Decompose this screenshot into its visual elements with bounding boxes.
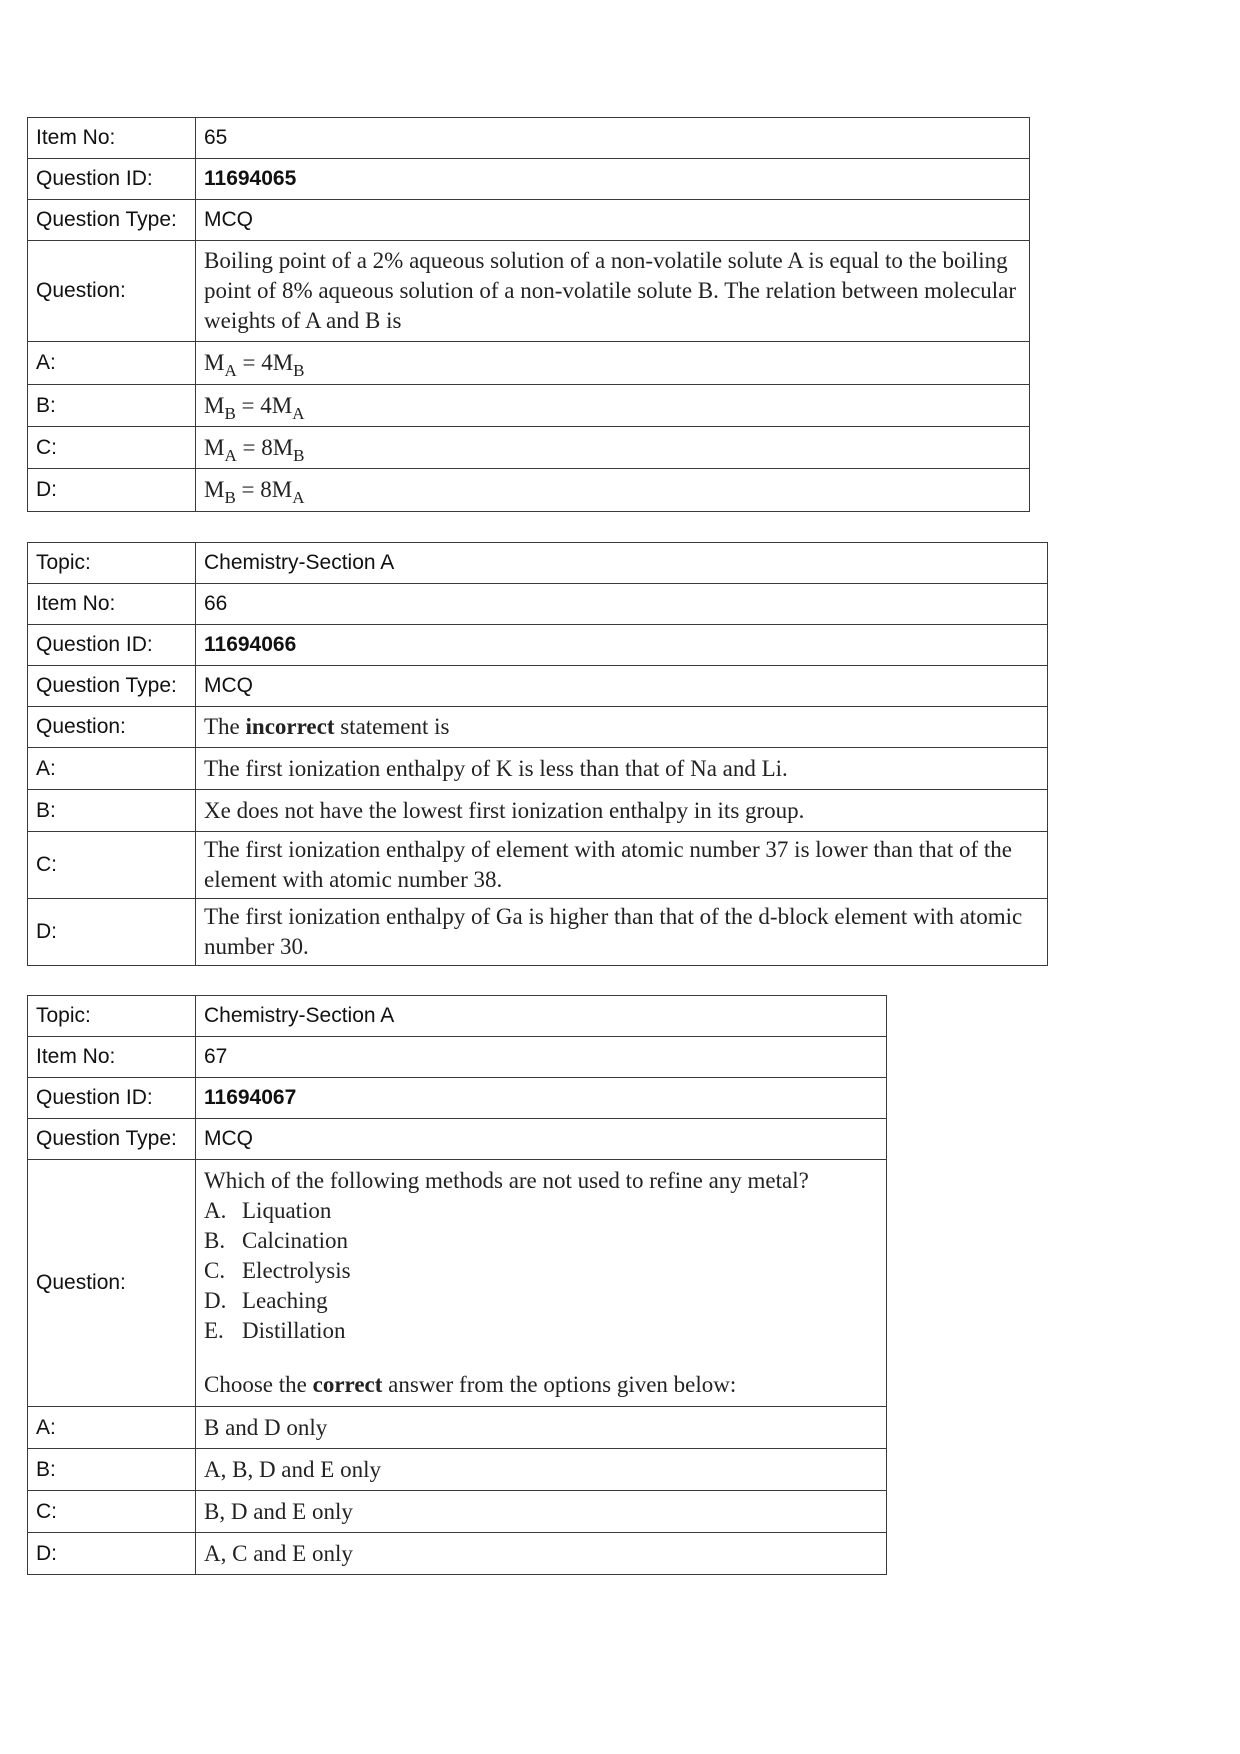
- question-id-label: Question ID:: [28, 1078, 196, 1119]
- topic-row: [28, 996, 887, 1037]
- method-list-item: [204, 1196, 886, 1226]
- option-text: [196, 427, 1030, 469]
- question-intro: Which of the following methods are not used to refine any metal?: [204, 1168, 809, 1193]
- option-text: The first ionization enthalpy of element with atomic number 37 is lower than that of the element with atomic number 38.: [196, 832, 1048, 899]
- question-id-value: 11694065: [196, 159, 1030, 200]
- option-label: B:: [28, 1449, 196, 1491]
- option-rhs-subscript: B: [293, 361, 305, 380]
- question-id-value: 11694066: [196, 625, 1048, 666]
- question-id-label: Question ID:: [28, 625, 196, 666]
- topic-label: Topic:: [28, 543, 196, 584]
- method-letter: A.: [204, 1198, 227, 1223]
- option-label: A:: [28, 748, 196, 790]
- question-type-label: Question Type:: [28, 200, 196, 241]
- option-lhs-subscript: A: [224, 445, 237, 465]
- item-no-label: Item No:: [28, 1037, 196, 1078]
- question-type-label: Question Type:: [28, 666, 196, 707]
- option-row: [28, 1533, 887, 1575]
- option-row: [28, 748, 1048, 790]
- method-list-item: [204, 1316, 886, 1346]
- option-label: D:: [28, 1533, 196, 1575]
- option-lhs: M: [204, 477, 225, 502]
- option-text: B, D and E only: [196, 1491, 887, 1533]
- question-67-table: [27, 995, 887, 1575]
- item-no-row: [28, 1037, 887, 1078]
- option-row: [28, 427, 1030, 469]
- item-no-value: 66: [196, 584, 1048, 625]
- method-list-item: [204, 1226, 886, 1256]
- option-lhs-subscript: B: [224, 403, 236, 423]
- question-66-table: [27, 542, 1048, 966]
- question-label: Question:: [28, 1160, 196, 1407]
- item-no-label: Item No:: [28, 118, 196, 159]
- method-letter: B.: [204, 1228, 226, 1253]
- option-text: [196, 385, 1030, 427]
- spacer: [204, 1346, 886, 1370]
- option-row: [28, 342, 1030, 385]
- question-emphasis: incorrect: [245, 714, 335, 739]
- option-equation: = 8M: [236, 434, 294, 460]
- item-no-label: Item No:: [28, 584, 196, 625]
- option-label: B:: [28, 385, 196, 427]
- option-lhs-subscript: A: [224, 361, 237, 380]
- question-text-post: statement is: [334, 714, 450, 739]
- option-lhs: M: [204, 434, 225, 460]
- question-text: [196, 1160, 887, 1407]
- question-id-row: [28, 1078, 887, 1119]
- option-text: The first ionization enthalpy of K is less than that of Na and Li.: [196, 748, 1048, 790]
- item-no-row: [28, 584, 1048, 625]
- option-rhs-subscript: A: [292, 488, 305, 507]
- option-label: C:: [28, 1491, 196, 1533]
- topic-row: [28, 543, 1048, 584]
- method-text: Electrolysis: [242, 1258, 351, 1283]
- question-type-label: Question Type:: [28, 1119, 196, 1160]
- option-text: The first ionization enthalpy of Ga is higher than that of the d-block element with atomic number 30.: [196, 899, 1048, 966]
- option-label: C:: [28, 427, 196, 469]
- question-id-label: Question ID:: [28, 159, 196, 200]
- item-no-row: [28, 118, 1030, 159]
- option-text: Xe does not have the lowest first ionization enthalpy in its group.: [196, 790, 1048, 832]
- instruction-emphasis: correct: [312, 1372, 383, 1397]
- option-label: B:: [28, 790, 196, 832]
- option-lhs: M: [204, 350, 225, 375]
- question-text-pre: The: [204, 714, 246, 739]
- option-row: [28, 899, 1048, 966]
- option-text: A, B, D and E only: [196, 1449, 887, 1491]
- topic-value: Chemistry-Section A: [196, 996, 887, 1037]
- question-type-row: [28, 666, 1048, 707]
- question-type-row: [28, 1119, 887, 1160]
- question-id-row: [28, 159, 1030, 200]
- question-label: Question:: [28, 707, 196, 748]
- question-type-value: MCQ: [196, 200, 1030, 241]
- method-text: Calcination: [242, 1228, 349, 1253]
- question-id-row: [28, 625, 1048, 666]
- question-text: [196, 707, 1048, 748]
- item-no-value: 65: [196, 118, 1030, 159]
- method-list-item: [204, 1256, 886, 1286]
- question-label: Question:: [28, 241, 196, 342]
- question-65-table: [27, 117, 1030, 512]
- option-row: [28, 469, 1030, 512]
- option-text: [196, 342, 1030, 385]
- topic-value: Chemistry-Section A: [196, 543, 1048, 584]
- instruction-pre: Choose the: [204, 1372, 313, 1397]
- option-lhs-subscript: B: [224, 488, 236, 507]
- option-rhs-subscript: A: [292, 403, 305, 423]
- option-rhs-subscript: B: [293, 445, 305, 465]
- method-list-item: [204, 1286, 886, 1316]
- topic-label: Topic:: [28, 996, 196, 1037]
- option-row: [28, 385, 1030, 427]
- question-text: Boiling point of a 2% aqueous solution of a non-volatile solute A is equal to the boiling point of 8% aqueous solution of a non-volatile solute B. The relation between molecular weights of A and B is: [196, 241, 1030, 342]
- question-id-value: 11694067: [196, 1078, 887, 1119]
- question-row: [28, 241, 1030, 342]
- option-label: A:: [28, 342, 196, 385]
- method-letter: D.: [204, 1288, 227, 1313]
- method-text: Leaching: [242, 1288, 328, 1313]
- option-row: [28, 1491, 887, 1533]
- option-row: [28, 1407, 887, 1449]
- option-text: [196, 469, 1030, 512]
- option-equation: = 8M: [235, 477, 293, 502]
- instruction-post: answer from the options given below:: [382, 1372, 737, 1397]
- method-text: Liquation: [242, 1198, 332, 1223]
- option-label: D:: [28, 899, 196, 966]
- option-row: [28, 790, 1048, 832]
- option-row: [28, 1449, 887, 1491]
- method-text: Distillation: [242, 1318, 346, 1343]
- method-letter: C.: [204, 1258, 226, 1283]
- option-label: A:: [28, 1407, 196, 1449]
- option-text: B and D only: [196, 1407, 887, 1449]
- option-label: D:: [28, 469, 196, 512]
- option-text: A, C and E only: [196, 1533, 887, 1575]
- method-letter: E.: [204, 1318, 224, 1343]
- option-label: C:: [28, 832, 196, 899]
- question-type-row: [28, 200, 1030, 241]
- item-no-value: 67: [196, 1037, 887, 1078]
- question-type-value: MCQ: [196, 1119, 887, 1160]
- option-row: [28, 832, 1048, 899]
- option-lhs: M: [204, 392, 225, 418]
- option-equation: = 4M: [236, 350, 294, 375]
- question-row: [28, 707, 1048, 748]
- question-type-value: MCQ: [196, 666, 1048, 707]
- instruction-text: [204, 1370, 886, 1400]
- question-row: [28, 1160, 887, 1407]
- option-equation: = 4M: [235, 392, 293, 418]
